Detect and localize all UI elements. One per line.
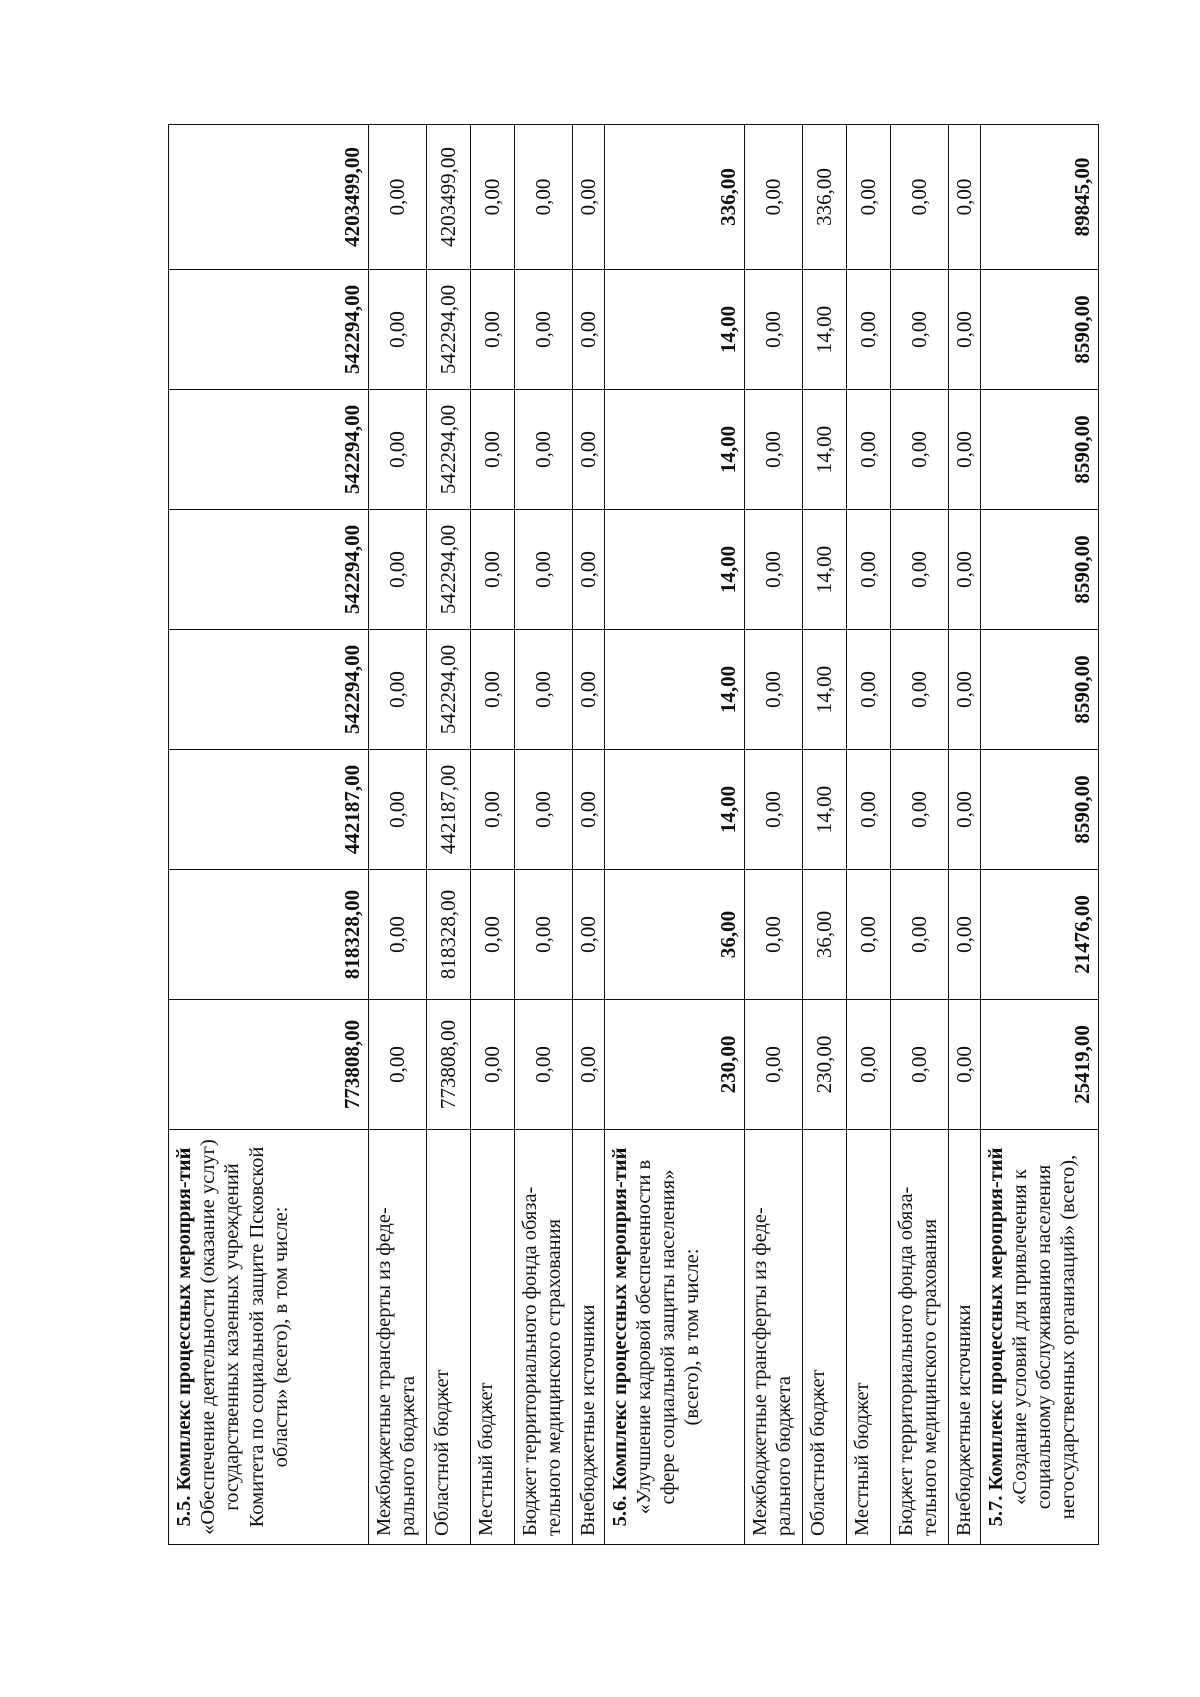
year-value-cell: 542294,00 xyxy=(427,390,471,510)
table-row xyxy=(471,125,515,1545)
table-row xyxy=(573,125,605,1545)
year-value-cell: 0,00 xyxy=(948,1000,980,1130)
year-value-cell: 0,00 xyxy=(846,510,890,630)
year-value-cell: 818328,00 xyxy=(427,870,471,1000)
year-value-cell: 14,00 xyxy=(802,750,846,870)
year-value-cell: 8590,00 xyxy=(980,510,1098,630)
total-value-cell: 4203499,00 xyxy=(427,125,471,270)
table-group-row xyxy=(169,125,369,1545)
row-label-cell: Межбюджетные трансферты из феде-рального бюджета xyxy=(369,1130,427,1545)
year-value-cell: 0,00 xyxy=(471,1000,515,1130)
year-value-cell: 8590,00 xyxy=(980,750,1098,870)
total-value-cell: 0,00 xyxy=(471,125,515,270)
total-value-cell: 0,00 xyxy=(744,125,802,270)
group-label-cell xyxy=(980,1130,1098,1545)
year-value-cell: 542294,00 xyxy=(427,630,471,750)
year-value-cell: 0,00 xyxy=(573,750,605,870)
year-value-cell: 0,00 xyxy=(471,870,515,1000)
year-value-cell: 14,00 xyxy=(802,270,846,390)
year-value-cell: 0,00 xyxy=(471,390,515,510)
row-label-cell: Областной бюджет xyxy=(802,1130,846,1545)
year-value-cell: 818328,00 xyxy=(169,870,369,1000)
year-value-cell: 542294,00 xyxy=(427,510,471,630)
year-value-cell: 0,00 xyxy=(948,870,980,1000)
year-value-cell: 0,00 xyxy=(573,390,605,510)
year-value-cell: 0,00 xyxy=(744,510,802,630)
table-row xyxy=(846,125,890,1545)
year-value-cell: 0,00 xyxy=(890,870,948,1000)
year-value-cell: 14,00 xyxy=(604,510,744,630)
year-value-cell: 0,00 xyxy=(846,630,890,750)
group-description: «Улучшение кадровой обеспеченности в сфере социальной защиты населения» (всего), в том числе: xyxy=(632,1159,704,1515)
year-value-cell: 0,00 xyxy=(573,870,605,1000)
year-value-cell: 21476,00 xyxy=(980,870,1098,1000)
year-value-cell: 36,00 xyxy=(604,870,744,1000)
total-value-cell: 89845,00 xyxy=(980,125,1098,270)
total-value-cell: 0,00 xyxy=(515,125,573,270)
year-value-cell: 0,00 xyxy=(744,630,802,750)
year-value-cell: 0,00 xyxy=(890,390,948,510)
year-value-cell: 773808,00 xyxy=(427,1000,471,1130)
group-title: 5.7. Комплекс процессных мероприя-тий xyxy=(984,1147,1007,1527)
table-group-row xyxy=(980,125,1098,1545)
year-value-cell: 0,00 xyxy=(948,510,980,630)
year-value-cell: 0,00 xyxy=(890,630,948,750)
row-label-cell: Межбюджетные трансферты из феде-рального бюджета xyxy=(744,1130,802,1545)
year-value-cell: 14,00 xyxy=(604,630,744,750)
year-value-cell: 0,00 xyxy=(573,270,605,390)
total-value-cell: 0,00 xyxy=(369,125,427,270)
budget-table-body xyxy=(169,125,1099,1545)
total-value-cell: 336,00 xyxy=(802,125,846,270)
year-value-cell: 230,00 xyxy=(604,1000,744,1130)
year-value-cell: 442187,00 xyxy=(427,750,471,870)
group-description: «Обеспечение деятельности (оказание услуг) государственных казенных учреждений Комитета по социальной защите Псковской области» (всего), в том числе: xyxy=(197,1139,292,1535)
group-title: 5.5. Комплекс процессных мероприя-тий xyxy=(173,1147,195,1527)
year-value-cell: 0,00 xyxy=(471,510,515,630)
total-value-cell: 0,00 xyxy=(573,125,605,270)
year-value-cell: 0,00 xyxy=(369,390,427,510)
year-value-cell: 14,00 xyxy=(802,630,846,750)
group-title: 5.6. Комплекс процессных мероприя-тий xyxy=(608,1147,631,1527)
year-value-cell: 8590,00 xyxy=(980,390,1098,510)
year-value-cell: 0,00 xyxy=(948,390,980,510)
year-value-cell: 25419,00 xyxy=(980,1000,1098,1130)
year-value-cell: 0,00 xyxy=(948,750,980,870)
year-value-cell: 0,00 xyxy=(846,750,890,870)
year-value-cell: 0,00 xyxy=(744,1000,802,1130)
year-value-cell: 0,00 xyxy=(846,270,890,390)
year-value-cell: 8590,00 xyxy=(980,630,1098,750)
year-value-cell: 542294,00 xyxy=(169,630,369,750)
year-value-cell: 0,00 xyxy=(573,510,605,630)
total-value-cell: 0,00 xyxy=(890,125,948,270)
year-value-cell: 542294,00 xyxy=(169,510,369,630)
year-value-cell: 0,00 xyxy=(890,270,948,390)
year-value-cell: 0,00 xyxy=(890,750,948,870)
year-value-cell: 0,00 xyxy=(515,750,573,870)
year-value-cell: 0,00 xyxy=(846,870,890,1000)
year-value-cell: 14,00 xyxy=(802,390,846,510)
table-row xyxy=(427,125,471,1545)
year-value-cell: 0,00 xyxy=(515,870,573,1000)
year-value-cell: 0,00 xyxy=(846,390,890,510)
year-value-cell: 0,00 xyxy=(948,630,980,750)
rotated-budget-sheet xyxy=(168,125,1094,1545)
year-value-cell: 0,00 xyxy=(471,750,515,870)
total-value-cell: 336,00 xyxy=(604,125,744,270)
year-value-cell: 542294,00 xyxy=(427,270,471,390)
group-description: «Создание условий для привлечения к социальному обслуживанию населения негосударственных организаций» (всего), xyxy=(1008,1154,1080,1520)
row-label-cell: Бюджет территориального фонда обяза-тельного медицинского страхования xyxy=(890,1130,948,1545)
total-value-cell: 4203499,00 xyxy=(169,125,369,270)
row-label-cell: Местный бюджет xyxy=(471,1130,515,1545)
group-label-cell xyxy=(604,1130,744,1545)
year-value-cell: 14,00 xyxy=(604,270,744,390)
year-value-cell: 0,00 xyxy=(573,1000,605,1130)
table-row xyxy=(744,125,802,1545)
year-value-cell: 0,00 xyxy=(744,750,802,870)
table-row xyxy=(890,125,948,1545)
year-value-cell: 0,00 xyxy=(515,630,573,750)
year-value-cell: 0,00 xyxy=(515,1000,573,1130)
year-value-cell: 442187,00 xyxy=(169,750,369,870)
year-value-cell: 0,00 xyxy=(744,270,802,390)
row-label-cell: Местный бюджет xyxy=(846,1130,890,1545)
year-value-cell: 0,00 xyxy=(744,390,802,510)
year-value-cell: 542294,00 xyxy=(169,390,369,510)
year-value-cell: 0,00 xyxy=(515,270,573,390)
year-value-cell: 0,00 xyxy=(369,270,427,390)
table-group-row xyxy=(604,125,744,1545)
year-value-cell: 14,00 xyxy=(802,510,846,630)
year-value-cell: 0,00 xyxy=(471,270,515,390)
budget-table xyxy=(168,124,1099,1545)
year-value-cell: 0,00 xyxy=(744,870,802,1000)
year-value-cell: 230,00 xyxy=(802,1000,846,1130)
table-row xyxy=(802,125,846,1545)
row-label-cell: Внебюджетные источники xyxy=(573,1130,605,1545)
row-label-cell: Бюджет территориального фонда обяза-тельного медицинского страхования xyxy=(515,1130,573,1545)
year-value-cell: 36,00 xyxy=(802,870,846,1000)
row-label-cell: Областной бюджет xyxy=(427,1130,471,1545)
year-value-cell: 0,00 xyxy=(369,870,427,1000)
year-value-cell: 14,00 xyxy=(604,750,744,870)
year-value-cell: 542294,00 xyxy=(169,270,369,390)
table-row xyxy=(369,125,427,1545)
year-value-cell: 773808,00 xyxy=(169,1000,369,1130)
row-label-cell: Внебюджетные источники xyxy=(948,1130,980,1545)
year-value-cell: 0,00 xyxy=(369,510,427,630)
year-value-cell: 0,00 xyxy=(890,1000,948,1130)
year-value-cell: 14,00 xyxy=(604,390,744,510)
table-row xyxy=(948,125,980,1545)
year-value-cell: 0,00 xyxy=(369,630,427,750)
group-label-cell xyxy=(169,1130,369,1545)
year-value-cell: 0,00 xyxy=(369,750,427,870)
total-value-cell: 0,00 xyxy=(948,125,980,270)
table-row xyxy=(515,125,573,1545)
year-value-cell: 0,00 xyxy=(890,510,948,630)
total-value-cell: 0,00 xyxy=(846,125,890,270)
year-value-cell: 0,00 xyxy=(471,630,515,750)
year-value-cell: 0,00 xyxy=(369,1000,427,1130)
year-value-cell: 0,00 xyxy=(515,510,573,630)
year-value-cell: 0,00 xyxy=(515,390,573,510)
year-value-cell: 8590,00 xyxy=(980,270,1098,390)
year-value-cell: 0,00 xyxy=(573,630,605,750)
year-value-cell: 0,00 xyxy=(846,1000,890,1130)
year-value-cell: 0,00 xyxy=(948,270,980,390)
